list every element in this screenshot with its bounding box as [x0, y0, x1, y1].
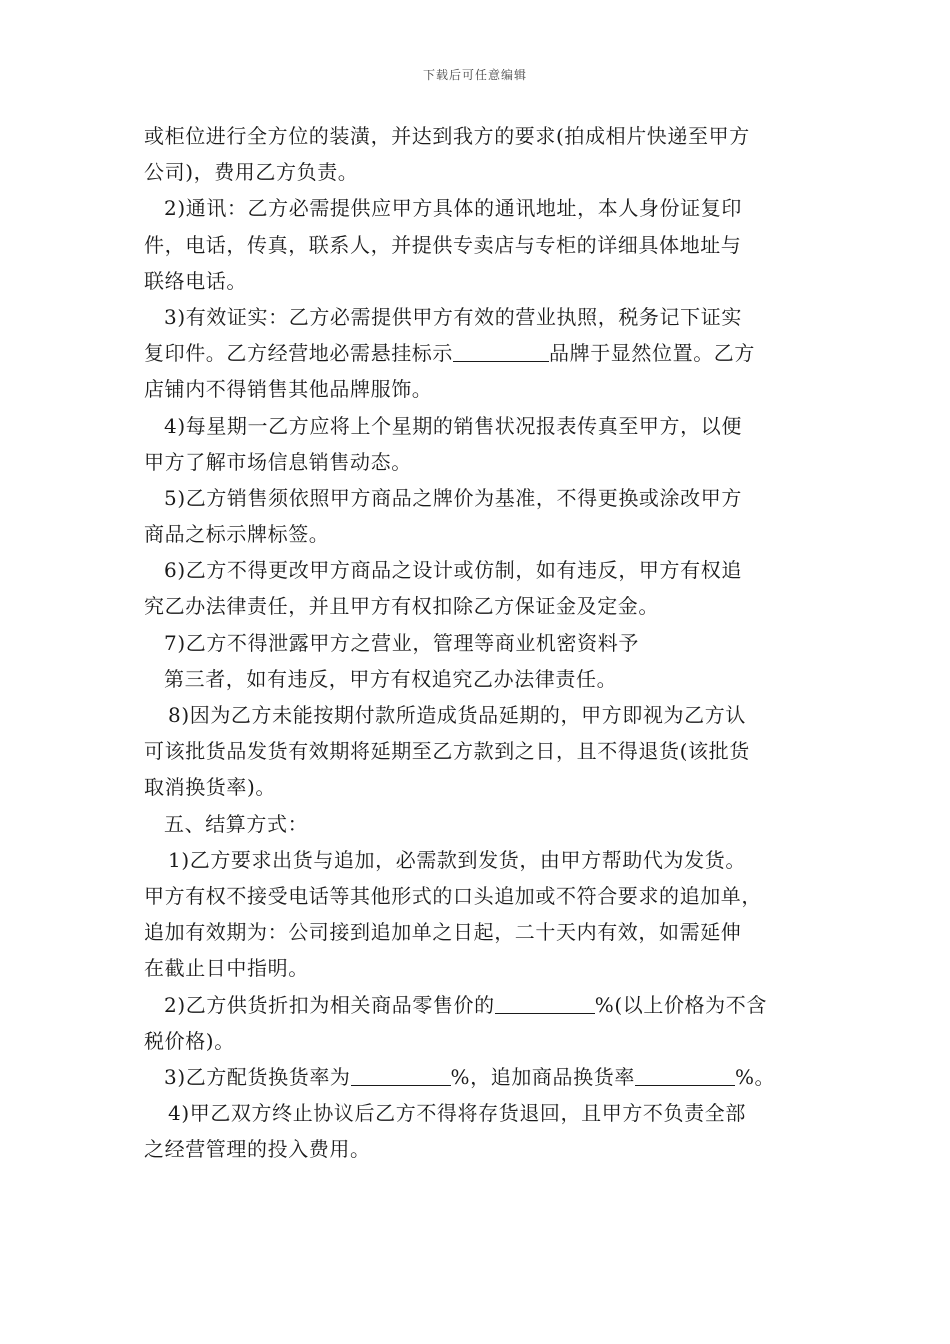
fill-in-blank: [635, 1065, 735, 1086]
clause-2-line: 2)通讯：乙方必需提供应甲方具体的通讯地址，本人身份证复印: [164, 196, 742, 221]
text-segment: %(以上价格为不含: [594, 992, 767, 1017]
clause-7-line: 7)乙方不得泄露甲方之营业，管理等商业机密资料予: [164, 630, 639, 655]
fill-in-blank: [351, 1065, 451, 1086]
text-line: 在截止日中指明。: [144, 956, 309, 981]
text-segment: 复印件。乙方经营地必需悬挂标示: [144, 341, 453, 366]
document-body: [144, 118, 814, 1167]
section-heading: 五、结算方式：: [164, 811, 309, 836]
text-segment: %。: [734, 1064, 776, 1089]
fill-in-blank: [453, 341, 549, 362]
text-line: 甲方有权不接受电话等其他形式的口头追加或不符合要求的追加单，: [144, 883, 762, 908]
text-segment: %，追加商品换货率: [450, 1064, 635, 1089]
text-line: 联络电话。: [144, 268, 247, 293]
text-line-with-blank: [144, 335, 814, 371]
fill-in-blank: [495, 993, 595, 1014]
text-line: 公司)，费用乙方负责。: [144, 160, 359, 185]
text-segment: 3)乙方配货换货率为: [164, 1064, 351, 1089]
text-line: 件，电话，传真，联系人，并提供专卖店与专柜的详细具体地址与: [144, 232, 742, 257]
text-line: 取消换货率)。: [144, 775, 277, 800]
text-segment: 2)乙方供货折扣为相关商品零售价的: [164, 992, 495, 1017]
clause-3-line: 3)有效证实：乙方必需提供甲方有效的营业执照，税务记下证实: [164, 304, 742, 329]
clause-5-line: 5)乙方销售须依照甲方商品之牌价为基准，不得更换或涂改甲方: [164, 485, 742, 510]
text-line-with-blanks: [144, 1059, 814, 1095]
text-line: 甲方了解市场信息销售动态。: [144, 449, 412, 474]
text-line: 可该批货品发货有效期将延期至乙方款到之日，且不得退货(该批货: [144, 739, 750, 764]
text-line: 税价格)。: [144, 1028, 235, 1053]
text-line: 追加有效期为：公司接到追加单之日起，二十天内有效，如需延伸: [144, 920, 742, 945]
text-line: 之经营管理的投入费用。: [144, 1137, 371, 1162]
text-segment: 品牌于显然位置。乙方: [549, 341, 755, 366]
clause-1-line: 1)乙方要求出货与追加，必需款到发货，由甲方帮助代为发货。: [168, 847, 746, 872]
text-line: 第三者，如有违反，甲方有权追究乙办法律责任。: [164, 666, 618, 691]
text-line: 商品之标示牌标签。: [144, 522, 330, 547]
clause-4-line: 4)甲乙双方终止协议后乙方不得将存货退回，且甲方不负责全部: [168, 1101, 746, 1126]
text-line: 或柜位进行全方位的装潢，并达到我方的要求(拍成相片快递至甲方: [144, 124, 750, 148]
text-line: 究乙办法律责任，并且甲方有权扣除乙方保证金及定金。: [144, 594, 659, 619]
page-header: 下载后可任意编辑: [422, 68, 527, 82]
text-line-with-blank: [144, 987, 814, 1023]
clause-6-line: 6)乙方不得更改甲方商品之设计或仿制，如有违反，甲方有权追: [164, 558, 742, 583]
clause-4-line: 4)每星期一乙方应将上个星期的销售状况报表传真至甲方，以便: [164, 413, 742, 438]
clause-8-line: 8)因为乙方未能按期付款所造成货品延期的，甲方即视为乙方认: [168, 703, 746, 727]
text-line: 店铺内不得销售其他品牌服饰。: [144, 377, 433, 402]
